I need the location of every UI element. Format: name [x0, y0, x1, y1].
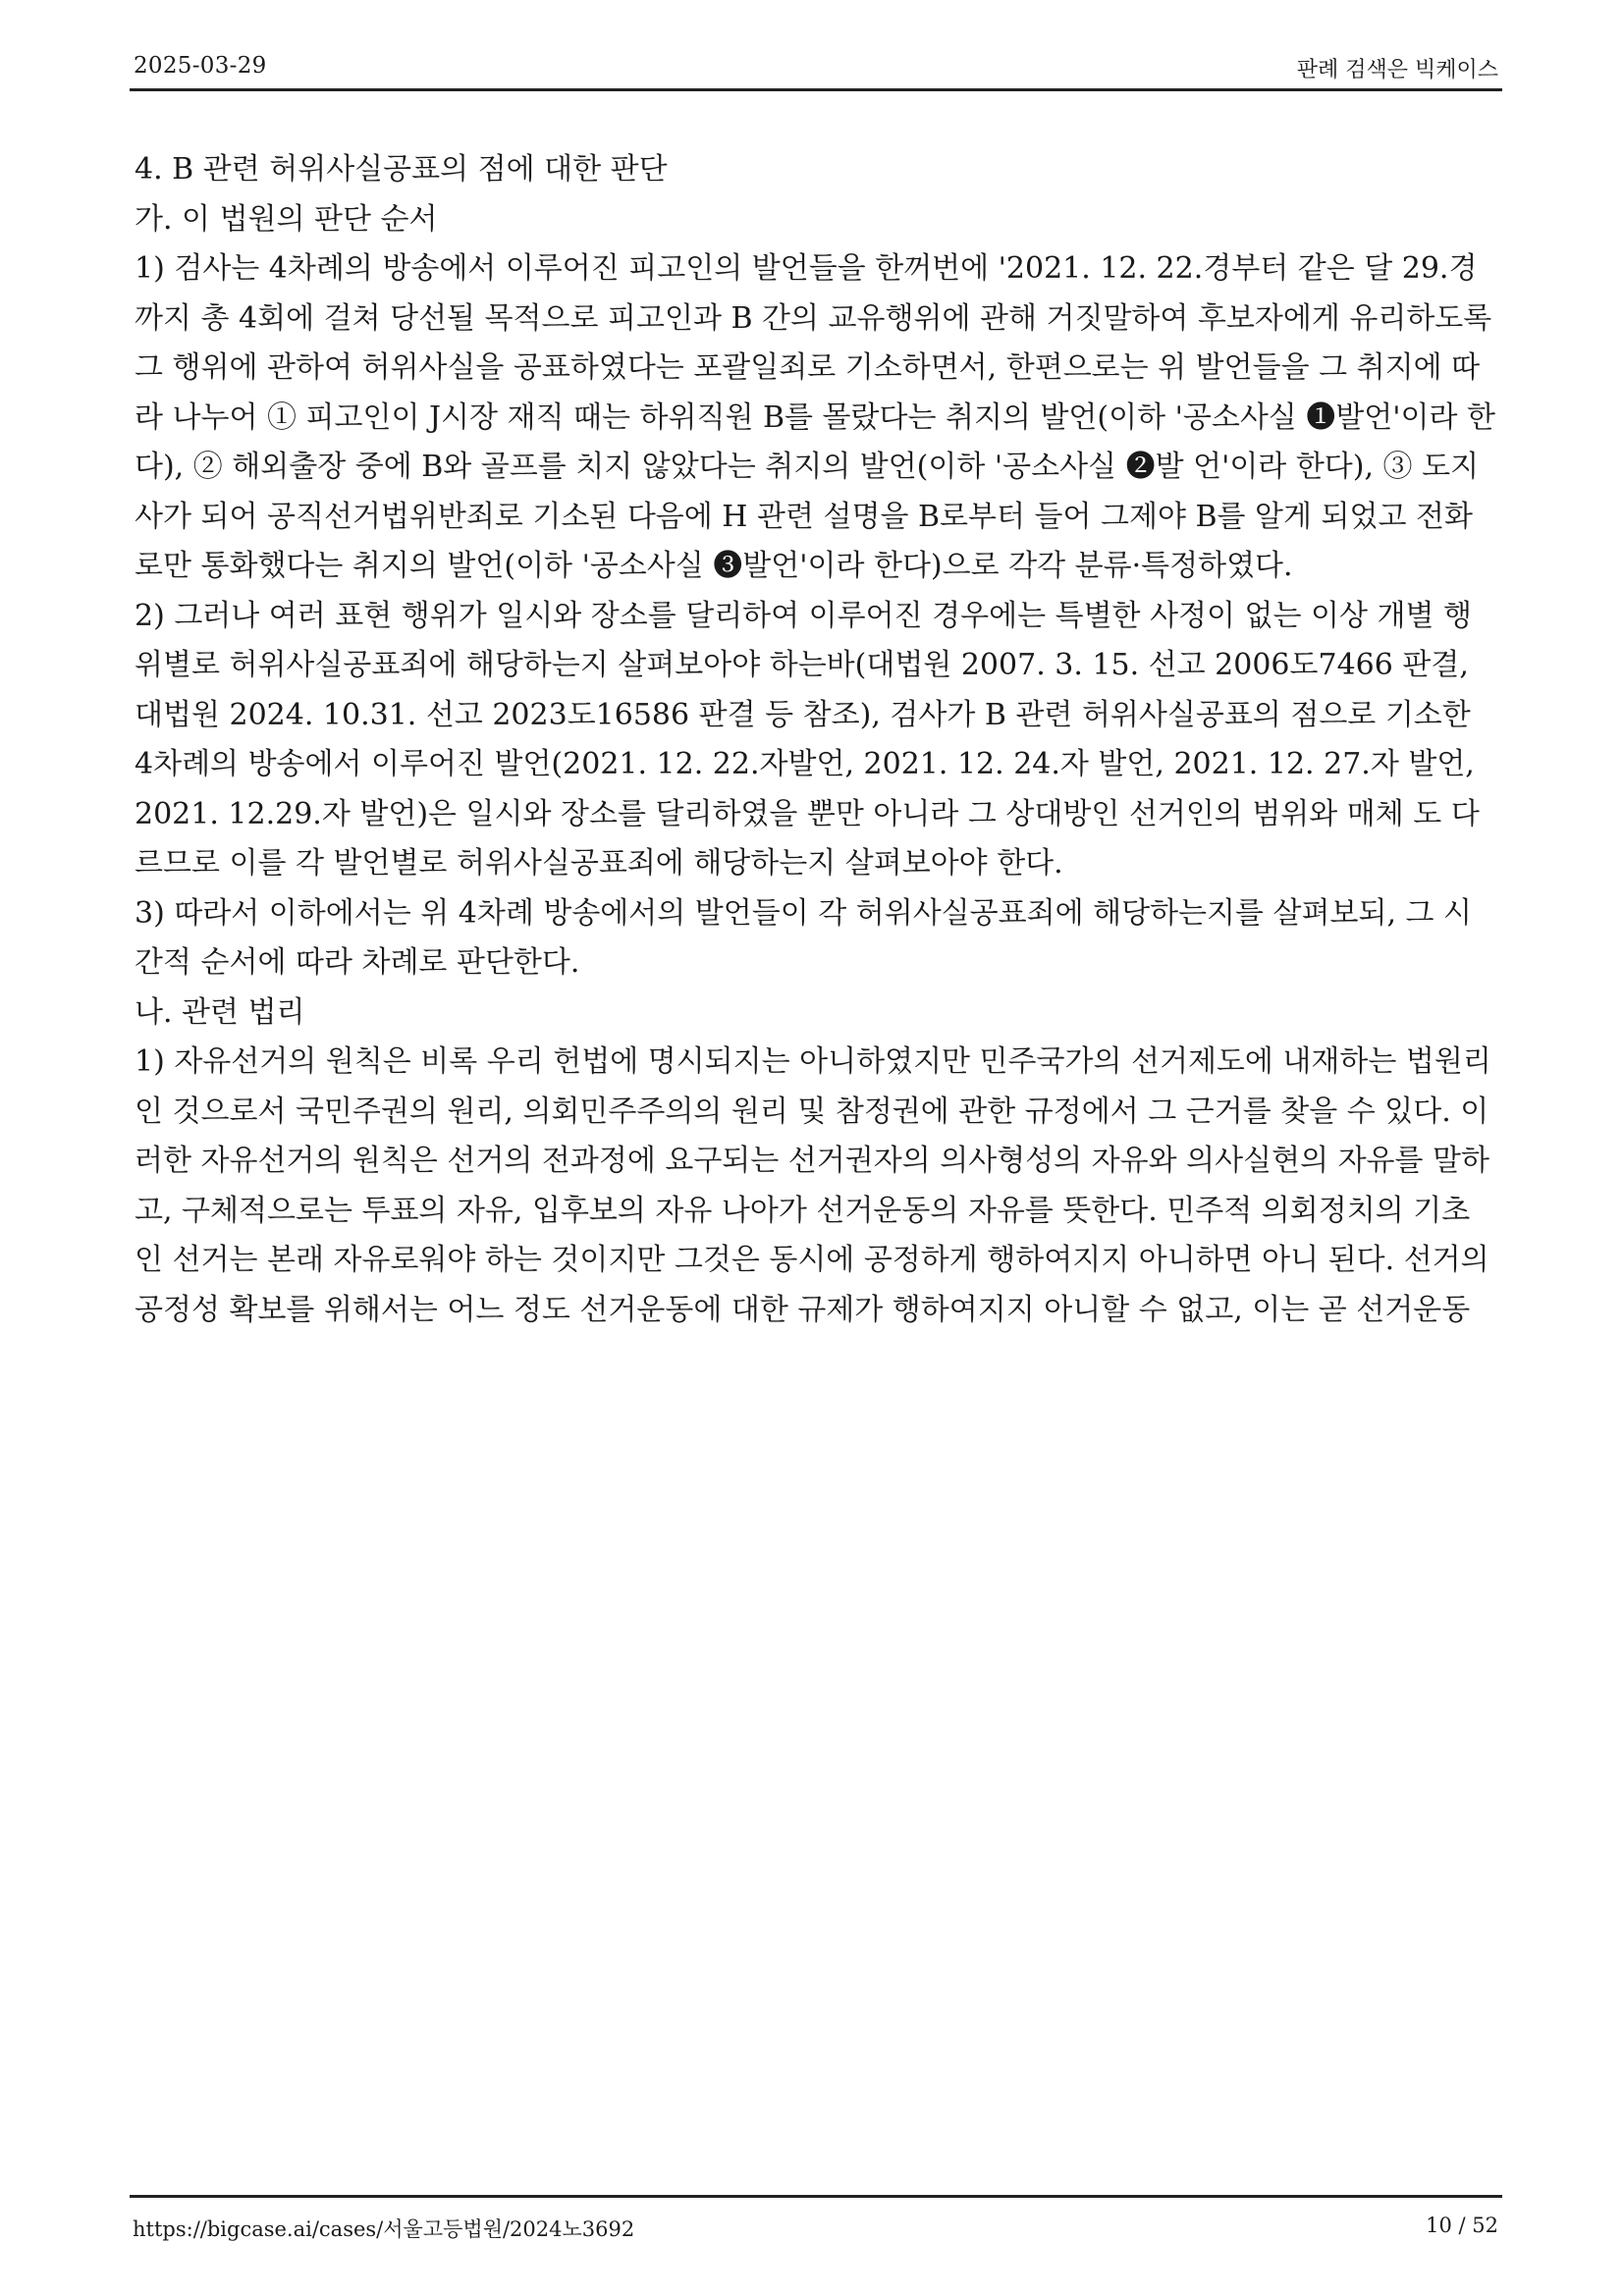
text-line: 사가 되어 공직선거법위반죄로 기소된 다음에 H 관련 설명을 B로부터 들어 그제야 B를 알게 되었고 전화 [135, 499, 1473, 534]
section-heading: 4. B 관련 허위사실공표의 점에 대한 판단 [135, 152, 668, 187]
document-body [135, 145, 1499, 1335]
text-line: 인 것으로서 국민주권의 원리, 의회민주주의의 원리 및 참정권에 관한 규정에서 그 근거를 찾을 수 있다. 이 [135, 1094, 1489, 1129]
page-footer [130, 2195, 1502, 2241]
text-line: 까지 총 4회에 걸쳐 당선될 목적으로 피고인과 B 간의 교유행위에 관해 거짓말하여 후보자에게 유리하도록 [135, 300, 1492, 336]
text-line: 르므로 이를 각 발언별로 허위사실공표죄에 해당하는지 살펴보아야 한다. [135, 846, 1063, 881]
text-line: 고, 구체적으로는 투표의 자유, 입후보의 자유 나아가 선거운동의 자유를 뜻한다. 민주적 의회정치의 기초 [135, 1193, 1471, 1228]
text-line: 인 선거는 본래 자유로워야 하는 것이지만 그것은 동시에 공정하게 행하여지지 아니하면 아니 된다. 선거의 [135, 1243, 1489, 1277]
text-line: 4차례의 방송에서 이루어진 발언(2021. 12. 22.자발언, 2021. 12. 24.자 발언, 2021. 12. 27.자 발언, [135, 747, 1475, 781]
text-line: 2021. 12.29.자 발언)은 일시와 장소를 달리하였을 뿐만 아니라 그 상대방인 선거인의 범위와 매체 도 다 [135, 796, 1480, 831]
text-line: 3) 따라서 이하에서는 위 4차례 방송에서의 발언들이 각 허위사실공표죄에 해당하는지를 살펴보되, 그 시 [135, 895, 1473, 931]
text-line: 러한 자유선거의 원칙은 선거의 전과정에 요구되는 선거권자의 의사형성의 자유와 의사실현의 자유를 말하 [135, 1144, 1490, 1178]
text-line: 대법원 2024. 10.31. 선고 2023도16586 판결 등 참조), 검사가 B 관련 허위사실공표의 점으로 기소한 [135, 697, 1471, 732]
text-line: 2) 그러나 여러 표현 행위가 일시와 장소를 달리하여 이루어진 경우에는 특별한 사정이 없는 이상 개별 행 [135, 598, 1473, 633]
text-line: 간적 순서에 따라 차례로 판단한다. [135, 945, 580, 980]
page-header [130, 49, 1502, 91]
subsection-heading: 나. 관련 법리 [135, 994, 305, 1030]
text-line: 1) 검사는 4차례의 방송에서 이루어진 피고인의 발언들을 한꺼번에 '2021. 12. 22.경부터 같은 달 29.경 [135, 251, 1478, 286]
print-date: 2025-03-29 [134, 53, 267, 79]
text-line: 1) 자유선거의 원칙은 비록 우리 헌법에 명시되지는 아니하였지만 민주국가의 선거제도에 내재하는 법원리 [135, 1044, 1491, 1079]
case-url: https://bigcase.ai/cases/서울고등법원/2024노3692 [133, 2217, 635, 2241]
text-line: 위별로 허위사실공표죄에 해당하는지 살펴보아야 하는바(대법원 2007. 3. 15. 선고 2006도7466 판결, [135, 648, 1469, 682]
text-line: 로만 통화했다는 취지의 발언(이하 '공소사실 ❸발언'이라 한다)으로 각각 분류·특정하였다. [135, 549, 1293, 583]
page-number: 10 / 52 [1426, 2214, 1498, 2237]
text-line: 그 행위에 관하여 허위사실을 공표하였다는 포괄일죄로 기소하면서, 한편으로는 위 발언들을 그 취지에 따 [135, 350, 1481, 385]
text-line: 라 나누어 ① 피고인이 J시장 재직 때는 하위직원 B를 몰랐다는 취지의 발언(이하 '공소사실 ❶발언'이라 한 [135, 400, 1495, 435]
text-line: 공정성 확보를 위해서는 어느 정도 선거운동에 대한 규제가 행하여지지 아니할 수 없고, 이는 곧 선거운동 [135, 1292, 1471, 1327]
text-line: 다), ② 해외출장 중에 B와 골프를 치지 않았다는 취지의 발언(이하 '공소사실 ❷발 언'이라 한다), ③ 도지 [135, 450, 1480, 484]
site-title: 판례 검색은 빅케이스 [1296, 58, 1498, 82]
subsection-heading: 가. 이 법원의 판단 순서 [135, 201, 438, 237]
